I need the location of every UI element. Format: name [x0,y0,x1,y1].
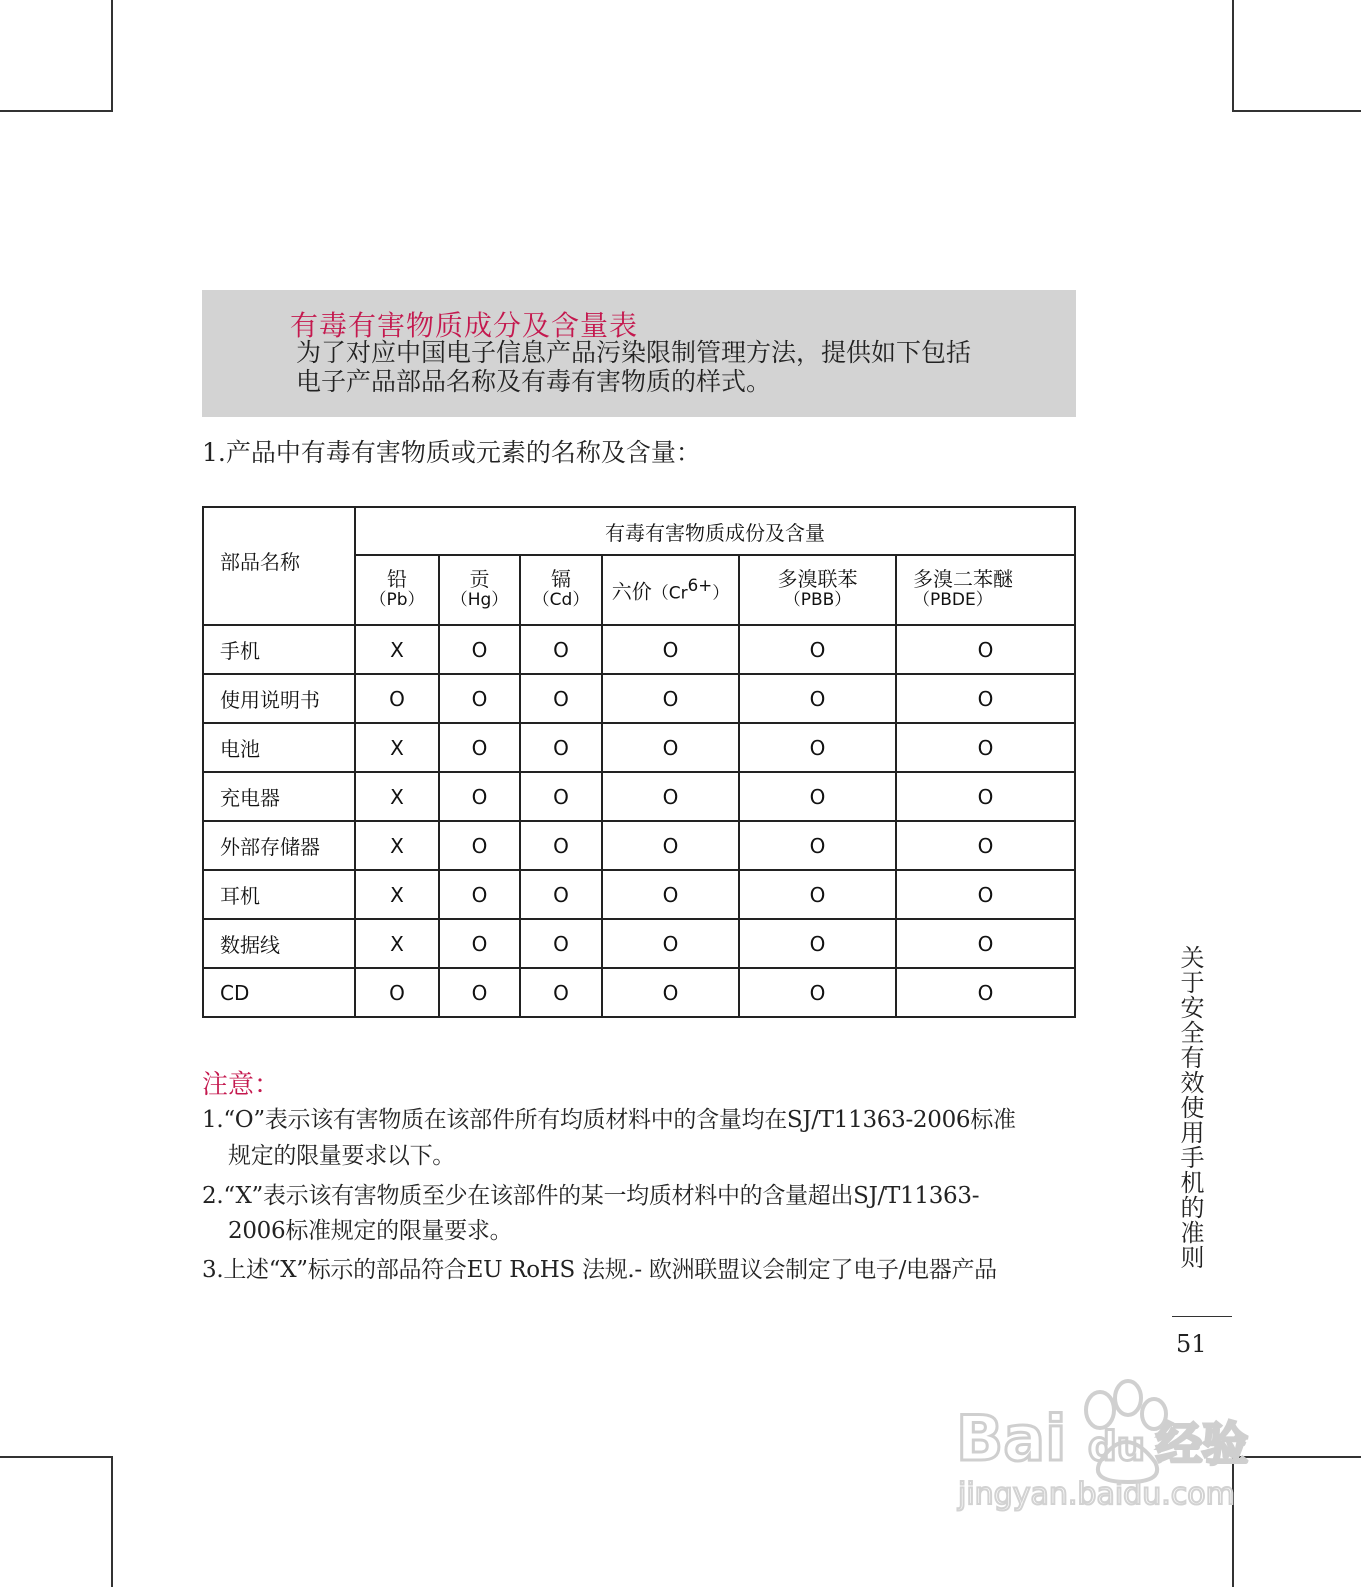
substance-name: 多溴联苯 [777,567,858,591]
part-name-cell: 耳机 [203,870,355,919]
substance-value-cell: O [520,772,602,821]
substance-value-cell: O [602,968,739,1017]
substance-name: 多溴二苯醚 [913,567,1013,591]
note-line: 2006标准规定的限量要求。 [228,1218,513,1244]
substance-value-cell: O [896,870,1075,919]
crop-mark [111,1456,113,1587]
substance-value-cell: O [602,772,739,821]
substance-value-cell: O [739,723,896,772]
substance-value-cell: O [602,821,739,870]
substance-value-cell: O [439,968,520,1017]
substance-value-cell: O [739,968,896,1017]
section-heading: 1.产品中有毒有害物质或元素的名称及含量： [202,438,701,467]
part-name-cell: 电池 [203,723,355,772]
crop-mark [0,110,113,112]
table-row [203,968,1075,1017]
table-row [203,919,1075,968]
substance-value-cell: O [739,625,896,674]
part-name-cell: 使用说明书 [203,674,355,723]
substance-header [439,555,520,625]
substance-value-cell: O [439,723,520,772]
substance-value-cell: O [739,674,896,723]
table-row [203,772,1075,821]
crop-mark [1232,110,1361,112]
watermark-url: jingyan.baidu.com [958,1477,1235,1512]
substance-header [896,555,1075,625]
part-name-cell: CD [203,968,355,1017]
substance-value-cell: O [739,821,896,870]
substance-group-header: 有毒有害物质成份及含量 [355,507,1075,555]
substance-value-cell: O [439,772,520,821]
substance-value-cell: O [896,772,1075,821]
note-line: 规定的限量要求以下。 [228,1143,456,1169]
substance-value-cell: O [439,674,520,723]
substance-value-cell: O [896,674,1075,723]
substance-superscript: 6+ [687,576,713,596]
table-row [203,821,1075,870]
note-line: 3.上述“X”标示的部品符合EU RoHS 法规.- 欧洲联盟议会制定了电子/电器产品 [202,1257,997,1283]
watermark-brand-2: du [1088,1424,1146,1470]
substance-symbol: （Cd） [532,590,590,610]
substance-value-cell: O [355,674,439,723]
substance-value-cell: X [355,625,439,674]
table-row [203,723,1075,772]
substance-symbol: （Cr [651,583,688,604]
substance-value-cell: O [896,821,1075,870]
substance-value-cell: X [355,919,439,968]
notes-title: 注意： [202,1070,281,1100]
divider [1172,1316,1232,1317]
substance-symbol: （Hg） [450,590,509,610]
substance-value-cell: X [355,772,439,821]
banner-text-line: 为了对应中国电子信息产品污染限制管理方法，提供如下包括 [296,338,972,367]
part-name-cell: 手机 [203,625,355,674]
substance-value-cell: O [896,919,1075,968]
substance-value-cell: O [439,625,520,674]
substance-value-cell: X [355,870,439,919]
banner-text-line: 电子产品部品名称及有毒有害物质的样式。 [296,367,772,396]
substance-value-cell: X [355,821,439,870]
page-number: 51 [1176,1330,1207,1358]
note-line: 2.“X”表示该有害物质至少在该部件的某一均质材料中的含量超出SJ/T11363- [202,1183,980,1209]
substance-value-cell: O [602,870,739,919]
substance-value-cell: O [896,723,1075,772]
substance-header [602,555,739,625]
substance-value-cell: O [439,870,520,919]
chapter-title: 关于安全有效使用手机的准则 [1176,945,1204,1270]
hazardous-substance-table [202,506,1076,1018]
substance-symbol: （Pb） [369,590,425,610]
substance-value-cell: X [355,723,439,772]
substance-header [739,555,896,625]
substance-value-cell: O [739,772,896,821]
intro-banner [202,290,1076,417]
substance-value-cell: O [602,919,739,968]
substance-value-cell: O [520,968,602,1017]
substance-value-cell: O [355,968,439,1017]
substance-symbol: （PBB） [783,590,852,610]
substance-value-cell: O [439,821,520,870]
part-name-cell: 外部存储器 [203,821,355,870]
substance-value-cell: O [739,919,896,968]
part-name-cell: 充电器 [203,772,355,821]
baidu-watermark-logo [950,1370,1280,1524]
watermark-brand: Bai [956,1402,1067,1475]
substance-name: 贡 [469,567,490,591]
substance-header [355,555,439,625]
substance-value-cell: O [520,919,602,968]
substance-value-cell: O [520,674,602,723]
crop-mark [111,0,113,112]
substance-value-cell: O [739,870,896,919]
paw-icon [950,1370,1280,1520]
substance-value-cell: O [520,723,602,772]
crop-mark [0,1456,113,1458]
substance-value-cell: O [439,919,520,968]
table-row [203,870,1075,919]
substance-symbol: （PBDE） [913,590,993,610]
table-row [203,625,1075,674]
substance-value-cell: O [602,625,739,674]
substance-value-cell: O [520,821,602,870]
part-name-header: 部品名称 [203,507,355,625]
substance-value-cell: O [896,625,1075,674]
note-line: 1.“O”表示该有害物质在该部件所有均质材料中的含量均在SJ/T11363-2006标准 [202,1107,1016,1133]
part-name-cell: 数据线 [203,919,355,968]
substance-symbol-close: ） [712,583,730,604]
substance-name: 铅 [387,567,407,591]
substance-header [520,555,602,625]
substance-value-cell: O [896,968,1075,1017]
watermark-suffix: 经验 [1156,1417,1248,1471]
substance-value-cell: O [602,723,739,772]
table-row [203,674,1075,723]
substance-value-cell: O [602,674,739,723]
substance-name: 六价 [611,579,652,604]
substance-value-cell: O [520,870,602,919]
substance-value-cell: O [520,625,602,674]
substance-name: 镉 [551,567,571,591]
banner-title: 有毒有害物质成分及含量表 [290,309,639,342]
crop-mark [1232,0,1234,112]
